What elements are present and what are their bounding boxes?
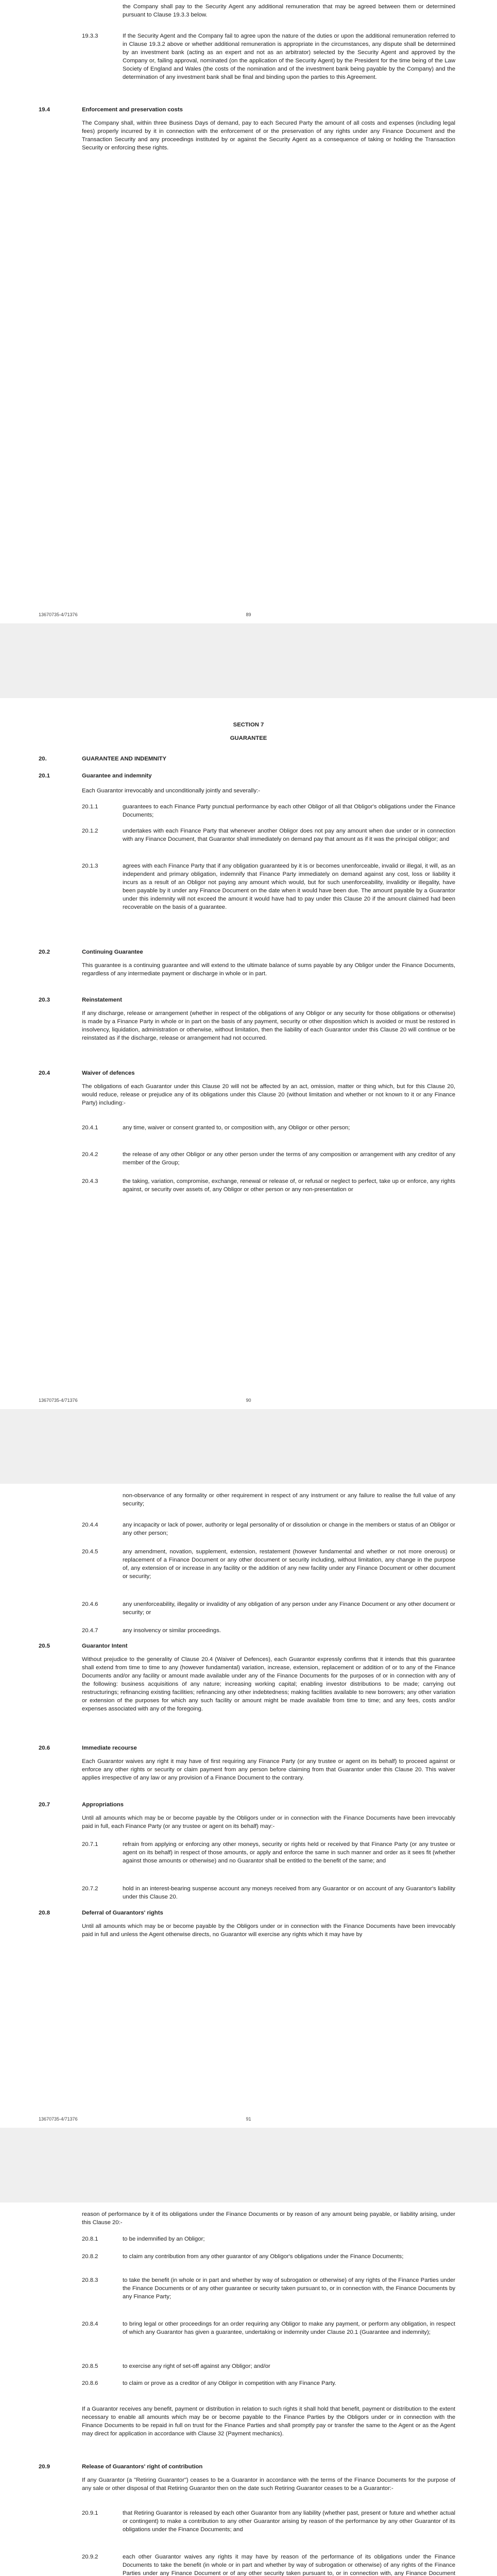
page-gap xyxy=(0,1409,497,1484)
clause-number: 20.2 xyxy=(39,949,50,955)
clause-text: the release of any other Obligor or any other person under the terms of any composition or arrangement with any creditor of any member of the Group; xyxy=(123,1151,455,1166)
clause-text: The obligations of each Guarantor under this Clause 20 will not be affected by an act, omission, matter or thing which, but for this Clause 20, would reduce, release or prejudice any of its obligations under this Clause 20 (without limitation and whether or not known to it or any Finance Party) including:- xyxy=(82,1083,455,1106)
clause-heading: Immediate recourse xyxy=(82,1745,137,1751)
clause-text: If the Security Agent and the Company fail to agree upon the nature of the duties or upon the additional remuneration referred to in Clause 19.3.2 above or whether additional remuneration is appropriate in the circumstances, any dispute shall be determined by an investment bank (acting as an expert and not as an arbitrator) selected by the Security Agent and approved by the Company or, failing approval, nominated (on the application of the Security Agent) by the President for the time being of the Law Society of England and Wales (the costs of the nomination and of the investment bank being payable by the Company) and the determination of any investment bank shall be final and binding upon the parties to this Agreement. xyxy=(123,33,455,80)
page-footer xyxy=(39,1398,458,1408)
clause-text: Until all amounts which may be or become payable by the Obligors under or in connection with the Finance Documents have been irrevocably paid in full and unless the Agent otherwise directs, no Guarantor will exercise any rights which it may have by xyxy=(82,1923,455,1938)
clause-number: 20.8.4 xyxy=(82,2321,98,2327)
clause-number: 20.6 xyxy=(39,1745,50,1751)
clause-number: 20.4 xyxy=(39,1070,50,1076)
clause-text: If any discharge, release or arrangement (whether in respect of the obligations of any Obligor or any security for those obligations or otherwise) is made by a Finance Party in whole or in part on the basis of any payment, security or other disposition which is avoided or must be restored in insolvency, liquidation, administration or otherwise, without limitation, then the liability of each Guarantor under this Clause 20 will continue or be reinstated as if the discharge, release or arrangement had not occurred. xyxy=(82,1010,455,1041)
clause-number: 20.3 xyxy=(39,997,50,1003)
document-reference: 13670735-4/71376 xyxy=(39,1398,78,1403)
clause-text: hold in an interest-bearing suspense account any moneys received from any Guarantor or on account of any Guarantor's liability under this Clause 20. xyxy=(123,1886,455,1900)
clause-text: to take the benefit (in whole or in part and whether by way of subrogation or otherwise) of any rights of the Finance Parties under the Finance Documents or of any other guarantee or security taken pursuant to, or in connection with, the Finance Documents by any Finance Party; xyxy=(123,2277,455,2300)
clause-text: to claim or prove as a creditor of any Obligor in competition with any Finance Party. xyxy=(123,2380,336,2386)
clause-number: 20.7.1 xyxy=(82,1841,98,1848)
clause-number: 20.1.2 xyxy=(82,828,98,834)
clause-text: guarantees to each Finance Party punctual performance by each other Obligor of all that Obligor's obligations under the Finance Documents; xyxy=(123,804,455,818)
clause-text: refrain from applying or enforcing any other moneys, security or rights held or received by that Finance Party (or any trustee or agent on its behalf) in respect of those amounts, or apply and enforce the same in such manner and order as it sees fit (whether against those amounts or otherwise) and no Guarantor shall be entitled to the benefit of the same; and xyxy=(123,1841,455,1864)
clause-heading: Deferral of Guarantors' rights xyxy=(82,1910,163,1916)
clause-text: The Company shall, within three Business Days of demand, pay to each Secured Party the amount of all costs and expenses (including legal fees) properly incurred by it in connection with the enforcement of or the preservation of any rights under any Finance Document and the Transaction Security and any proceedings instituted by or against the Security Agent as a consequence of taking or holding the Transaction Security or enforcing these rights. xyxy=(82,120,455,151)
clause-text: the taking, variation, compromise, exchange, renewal or release of, or refusal or neglect to perfect, take up or enforce, any rights against, or security over assets of, any Obligor or other person or any non-presentation or xyxy=(123,1178,455,1193)
clause-text: to claim any contribution from any other guarantor of any Obligor's obligations under the Finance Documents; xyxy=(123,2253,404,2260)
document-reference: 13670735-4/71376 xyxy=(39,2116,78,2122)
clause-text: Without prejudice to the generality of Clause 20.4 (Waiver of Defences), each Guarantor expressly confirms that it intends that this guarantee shall extend from time to time to any (however fundamental) variation, increase, extension, replacement or addition of or to any of the Finance Documents and/or any facility or amount made available under any of the Finance Documents for the purposes of or in connection with any of the following: business acquisitions of any nature; increasing working capital; enabling investor distributions to be made; carrying out restructurings; refinancing existing facilities; refinancing any other indebtedness; making facilities available to new borrowers; any other variation or extension of the purposes for which any such facility or amount might be made available from time to time; and any fees, costs and/or expenses associated with any of the foregoing. xyxy=(82,1656,455,1712)
clause-heading: GUARANTEE AND INDEMNITY xyxy=(82,756,167,762)
clause-number: 20.4.6 xyxy=(82,1601,98,1607)
clause-text: If any Guarantor (a "Retiring Guarantor") ceases to be a Guarantor in accordance with the terms of the Finance Documents for the purpose of any sale or other disposal of that Retiring Guarantor then on the date such Retiring Guarantor ceases to be a Guarantor:- xyxy=(82,2477,455,2492)
clause-number: 20.9.2 xyxy=(82,2554,98,2560)
page-89 xyxy=(0,0,497,623)
clause-number: 20.8.5 xyxy=(82,2363,98,2369)
clause-heading: Waiver of defences xyxy=(82,1070,135,1076)
clause-number: 19.3.3 xyxy=(82,33,98,39)
clause-number: 20.1 xyxy=(39,773,50,779)
page-gap xyxy=(0,2128,497,2202)
clause-number: 20.9.1 xyxy=(82,2510,98,2516)
clause-text: each other Guarantor waives any rights it may have by reason of the performance of its obligations under the Finance Documents to take the benefit (in whole or in part and whether by way of subrogation or otherwise) of any rights of the Finance Parties under any Finance Document or of any other security taken pursuant to, or in connection with, any Finance Document xyxy=(123,2554,455,2576)
page-91 xyxy=(0,1484,497,2128)
continued-paragraph: non-observance of any formality or other requirement in respect of any instrument or any failure to realise the full value of any security; xyxy=(123,1493,455,1507)
clause-heading: Release of Guarantors' right of contribution xyxy=(82,2464,203,2470)
clause-number: 20.1.3 xyxy=(82,863,98,869)
clause-number: 20.4.5 xyxy=(82,1549,98,1555)
clause-number: 20.8 xyxy=(39,1910,50,1916)
page-number: 90 xyxy=(246,1398,251,1403)
clause-heading: Guarantee and indemnity xyxy=(82,773,152,779)
clause-heading: Reinstatement xyxy=(82,997,122,1003)
clause-text: This guarantee is a continuing guarantee and will extend to the ultimate balance of sums payable by any Obligor under the Finance Documents, regardless of any intermediate payment or discharge in whole or in part. xyxy=(82,962,455,977)
page-number: 89 xyxy=(246,612,251,617)
clause-text: to bring legal or other proceedings for an order requiring any Obligor to make any payment, or perform any obligation, in respect of which any Guarantor has given a guarantee, undertaking or indemnity under Clause 20.1 (Guarantee and indemnity); xyxy=(123,2321,455,2335)
clause-heading: Enforcement and preservation costs xyxy=(82,107,183,113)
page-footer xyxy=(39,612,458,622)
clause-text: any unenforceability, illegality or invalidity of any obligation of any person under any Finance Document or any other document or security; or xyxy=(123,1601,455,1616)
clause-number: 19.4 xyxy=(39,107,50,113)
clause-number: 20.4.7 xyxy=(82,1628,98,1634)
clause-text: to exercise any right of set-off against any Obligor; and/or xyxy=(123,2363,270,2369)
clause-number: 20. xyxy=(39,756,47,762)
clause-text: undertakes with each Finance Party that whenever another Obligor does not pay any amount when due under or in connection with any Finance Document, that Guarantor shall immediately on demand pay that amount as if it was the principal obligor; and xyxy=(123,828,455,842)
page-number: 91 xyxy=(246,2116,251,2122)
clause-text: Until all amounts which may be or become payable by the Obligors under or in connection with the Finance Documents have been irrevocably paid in full, each Finance Party (or any trustee or agent on its behalf) may:- xyxy=(82,1815,455,1829)
clause-text: If a Guarantor receives any benefit, payment or distribution in relation to such rights it shall hold that benefit, payment or distribution to the extent necessary to enable all amounts which may be or become payable to the Finance Parties by the Obligors under or in connection with the Finance Documents to be repaid in full on trust for the Finance Parties and shall promptly pay or transfer the same to the Agent or as the Agent may direct for application in accordance with Clause 32 (Payment mechanics). xyxy=(82,2406,455,2437)
page-footer xyxy=(39,2116,458,2127)
clause-heading: Guarantor Intent xyxy=(82,1643,128,1649)
clause-number: 20.7.2 xyxy=(82,1886,98,1892)
clause-text: Each Guarantor irrevocably and unconditionally jointly and severally:- xyxy=(82,788,260,794)
clause-text: to be indemnified by an Obligor; xyxy=(123,2236,205,2242)
section-title: GUARANTEE xyxy=(230,735,267,741)
clause-text: any amendment, novation, supplement, extension, restatement (however fundamental and whether or not more onerous) or replacement of a Finance Document or any other document or security including, without limitation, any change in the purpose of, any extension of or increase in any facility or the addition of any new facility under any Finance Document or other document or security; xyxy=(123,1549,455,1580)
clause-text: any insolvency or similar proceedings. xyxy=(123,1628,221,1634)
clause-heading: Continuing Guarantee xyxy=(82,949,143,955)
clause-number: 20.4.2 xyxy=(82,1151,98,1158)
clause-text: any incapacity or lack of power, authority or legal personality of or dissolution or change in the members or status of an Obligor or any other person; xyxy=(123,1522,455,1536)
clause-number: 20.1.1 xyxy=(82,804,98,810)
clause-number: 20.8.2 xyxy=(82,2253,98,2260)
clause-text: that Retiring Guarantor is released by each other Guarantor from any liability (whether past, present or future and whether actual or contingent) to make a contribution to any other Guarantor arising by reason of the performance by any other Guarantor of its obligations under the Finance Documents; and xyxy=(123,2510,455,2533)
clause-text: Each Guarantor waives any right it may have of first requiring any Finance Party (or any trustee or agent on its behalf) to proceed against or enforce any other rights or security or claim payment from any person before claiming from that Guarantor under this Clause 20. This waiver applies irrespective of any law or any provision of a Finance Document to the contrary. xyxy=(82,1758,455,1781)
clause-number: 20.8.1 xyxy=(82,2236,98,2242)
page-92 xyxy=(0,2202,497,2576)
clause-text: agrees with each Finance Party that if any obligation guaranteed by it is or becomes unenforceable, invalid or illegal, it will, as an independent and primary obligation, indemnify that Finance Party immediately on demand against any cost, loss or liability it incurs as a result of an Obligor not paying any amount which would, but for such unenforceability, invalidity or illegality, have been payable by it under any Finance Document on the date when it would have been due. The amount payable by a Guarantor under this indemnity will not exceed the amount it would have had to pay under this Clause 20 if the amount claimed had been recoverable on the basis of a guarantee. xyxy=(123,863,455,910)
clause-number: 20.8.6 xyxy=(82,2380,98,2386)
clause-number: 20.8.3 xyxy=(82,2277,98,2283)
continued-paragraph: reason of performance by it of its obligations under the Finance Documents or by reason of any amount being payable, or liability arising, under this Clause 20:- xyxy=(82,2211,455,2226)
clause-number: 20.5 xyxy=(39,1643,50,1649)
clause-text: any time, waiver or consent granted to, or composition with, any Obligor or other person; xyxy=(123,1125,350,1131)
clause-number: 20.4.1 xyxy=(82,1125,98,1131)
continued-paragraph: the Company shall pay to the Security Agent any additional remuneration that may be agreed between them or determined pursuant to Clause 19.3.3 below. xyxy=(123,4,455,18)
document-reference: 13670735-4/71376 xyxy=(39,612,78,617)
clause-heading: Appropriations xyxy=(82,1802,124,1808)
page-gap xyxy=(0,623,497,698)
section-number: SECTION 7 xyxy=(233,722,264,728)
page-90 xyxy=(0,698,497,1409)
clause-number: 20.7 xyxy=(39,1802,50,1808)
clause-number: 20.4.3 xyxy=(82,1178,98,1184)
clause-number: 20.4.4 xyxy=(82,1522,98,1528)
clause-number: 20.9 xyxy=(39,2464,50,2470)
